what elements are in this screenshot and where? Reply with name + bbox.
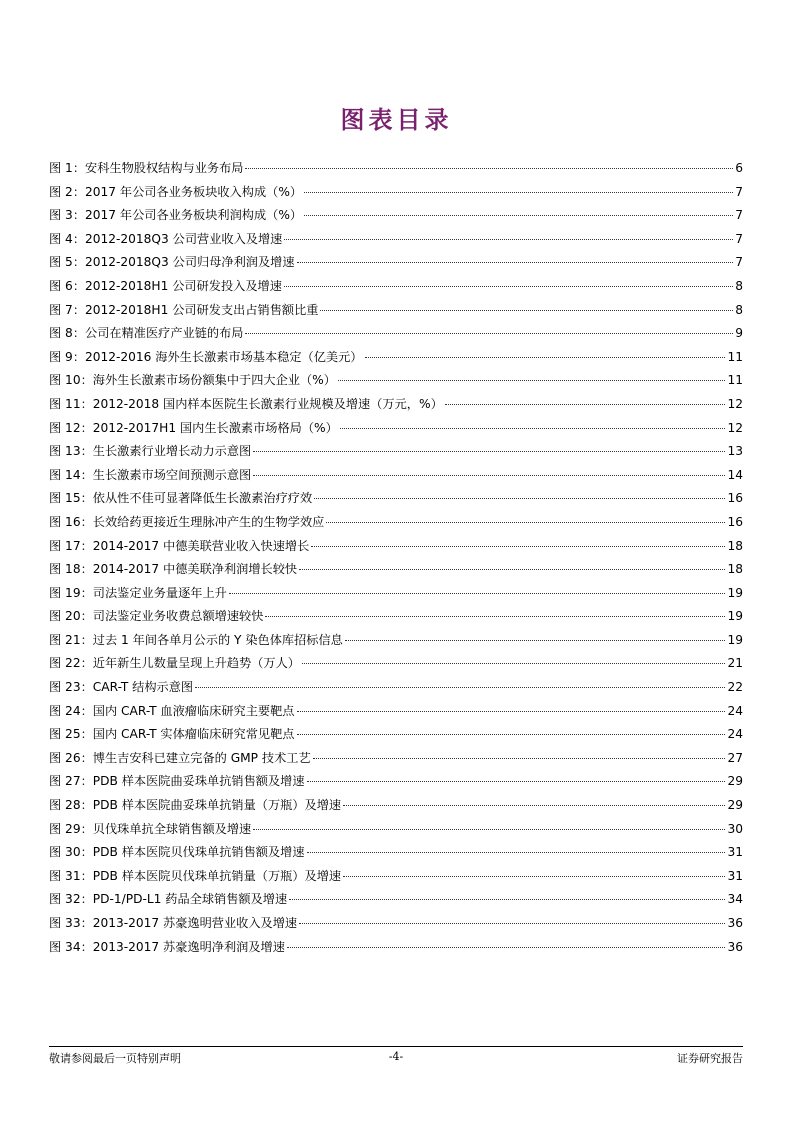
footer-divider xyxy=(49,1046,743,1047)
toc-dot-leader xyxy=(195,687,725,688)
toc-dot-leader xyxy=(338,380,726,381)
toc-entry-label: 图 29：贝伐珠单抗全球销售额及增速 xyxy=(49,821,252,836)
toc-dot-leader xyxy=(345,640,726,641)
toc-entry[interactable] xyxy=(49,228,743,252)
toc-dot-leader xyxy=(313,758,726,759)
toc-entry-page: 36 xyxy=(727,916,743,930)
toc-entry-page: 34 xyxy=(727,892,743,907)
toc-entry-label: 图 31：PDB 样本医院贝伐珠单抗销量（万瓶）及增速 xyxy=(49,868,342,883)
toc-dot-leader xyxy=(299,569,725,570)
toc-entry[interactable] xyxy=(49,936,743,960)
toc-dot-leader xyxy=(297,262,734,263)
toc-entry-page: 7 xyxy=(735,184,743,199)
toc-entry[interactable] xyxy=(49,275,743,299)
table-of-figures xyxy=(49,157,743,959)
toc-entry-label: 图 21：过去 1 年间各单月公示的 Y 染色体库招标信息 xyxy=(49,632,343,647)
toc-entry[interactable] xyxy=(49,393,743,417)
toc-dot-leader xyxy=(302,663,726,664)
toc-entry-label: 图 23：CAR-T 结构示意图 xyxy=(49,680,194,695)
toc-entry-page: 13 xyxy=(727,444,743,459)
toc-entry-label: 图 26：博生吉安科已建立完备的 GMP 技术工艺 xyxy=(49,750,311,765)
toc-dot-leader xyxy=(253,829,725,830)
toc-entry[interactable] xyxy=(49,535,743,559)
toc-entry-label: 图 25：国内 CAR-T 实体瘤临床研究常见靶点 xyxy=(49,727,295,742)
toc-entry-page: 8 xyxy=(735,302,743,317)
toc-entry-label: 图 30：PDB 样本医院贝伐珠单抗销售额及增速 xyxy=(49,845,305,860)
toc-dot-leader xyxy=(245,333,733,334)
page-number: -4- xyxy=(388,1050,404,1063)
toc-dot-leader xyxy=(307,781,726,782)
toc-entry[interactable] xyxy=(49,865,743,889)
toc-dot-leader xyxy=(304,215,733,216)
toc-entry[interactable] xyxy=(49,157,743,181)
toc-entry[interactable] xyxy=(49,841,743,865)
toc-entry-page: 14 xyxy=(727,467,743,482)
toc-entry[interactable] xyxy=(49,181,743,205)
toc-entry[interactable] xyxy=(49,346,743,370)
toc-dot-leader xyxy=(284,286,733,287)
toc-entry[interactable] xyxy=(49,747,743,771)
toc-dot-leader xyxy=(365,357,726,358)
toc-entry[interactable] xyxy=(49,204,743,228)
toc-entry[interactable] xyxy=(49,676,743,700)
toc-entry-page: 19 xyxy=(727,585,743,600)
toc-dot-leader xyxy=(343,805,725,806)
toc-entry-page: 7 xyxy=(735,231,743,246)
toc-entry-label: 图 17：2014-2017 中德美联营业收入快速增长 xyxy=(49,538,310,553)
toc-dot-leader xyxy=(297,734,726,735)
toc-dot-leader xyxy=(343,876,725,877)
toc-entry-page: 19 xyxy=(727,632,743,647)
toc-entry-label: 图 4：2012-2018Q3 公司营业收入及增速 xyxy=(49,231,283,246)
toc-entry-page: 19 xyxy=(727,609,743,624)
toc-entry-page: 24 xyxy=(727,727,743,742)
toc-entry-label: 图 34：2013-2017 苏豪逸明净利润及增速 xyxy=(49,939,285,954)
toc-dot-leader xyxy=(311,546,725,547)
toc-entry[interactable] xyxy=(49,818,743,842)
toc-entry-label: 图 1：安科生物股权结构与业务布局 xyxy=(49,161,244,175)
toc-entry[interactable] xyxy=(49,511,743,535)
footer-report-type: 证券研究报告 xyxy=(677,1052,743,1065)
toc-entry[interactable] xyxy=(49,558,743,582)
toc-entry-page: 7 xyxy=(735,255,743,270)
toc-dot-leader xyxy=(320,310,733,311)
toc-entry-label: 图 19：司法鉴定业务量逐年上升 xyxy=(49,585,227,600)
toc-entry-page: 18 xyxy=(727,562,743,577)
toc-entry-page: 27 xyxy=(727,750,743,765)
toc-entry-page: 31 xyxy=(727,845,743,860)
toc-entry[interactable] xyxy=(49,322,743,346)
toc-entry-label: 图 3：2017 年公司各业务板块利润构成（%） xyxy=(49,208,303,223)
toc-entry[interactable] xyxy=(49,582,743,606)
toc-entry[interactable] xyxy=(49,700,743,724)
toc-entry-page: 24 xyxy=(727,703,743,718)
toc-entry-label: 图 20：司法鉴定业务收费总额增速较快 xyxy=(49,609,264,624)
toc-entry[interactable] xyxy=(49,723,743,747)
toc-entry-page: 8 xyxy=(735,278,743,293)
toc-dot-leader xyxy=(289,899,725,900)
toc-entry[interactable] xyxy=(49,369,743,393)
toc-dot-leader xyxy=(326,522,725,523)
toc-entry-label: 图 8：公司在精准医疗产业链的布局 xyxy=(49,326,244,341)
toc-dot-leader xyxy=(307,852,726,853)
toc-entry-label: 图 27：PDB 样本医院曲妥珠单抗销售额及增速 xyxy=(49,774,305,789)
toc-entry-page: 29 xyxy=(727,798,743,813)
toc-entry-page: 7 xyxy=(735,208,743,223)
toc-entry[interactable] xyxy=(49,888,743,912)
toc-dot-leader xyxy=(284,239,733,240)
toc-entry-label: 图 6：2012-2018H1 公司研发投入及增速 xyxy=(49,278,282,293)
toc-entry-label: 图 9：2012-2016 海外生长激素市场基本稳定（亿美元） xyxy=(49,349,363,364)
toc-entry-label: 图 32：PD-1/PD-L1 药品全球销售额及增速 xyxy=(49,892,288,907)
toc-entry-page: 12 xyxy=(727,396,743,411)
toc-entry-label: 图 18：2014-2017 中德美联净利润增长较快 xyxy=(49,562,298,577)
toc-entry-label: 图 10：海外生长激素市场份额集中于四大企业（%） xyxy=(49,373,336,388)
toc-entry[interactable] xyxy=(49,605,743,629)
toc-entry-page: 21 xyxy=(727,656,743,671)
toc-entry-page: 11 xyxy=(727,349,743,364)
toc-dot-leader xyxy=(304,192,733,193)
toc-entry-label: 图 33：2013-2017 苏豪逸明营业收入及增速 xyxy=(49,916,298,930)
toc-entry-label: 图 16：长效给药更接近生理脉冲产生的生物学效应 xyxy=(49,514,325,529)
toc-entry-page: 18 xyxy=(727,538,743,553)
toc-entry[interactable] xyxy=(49,464,743,488)
toc-entry[interactable] xyxy=(49,912,743,936)
toc-dot-leader xyxy=(340,428,726,429)
toc-entry-page: 31 xyxy=(727,868,743,883)
toc-entry[interactable] xyxy=(49,629,743,653)
toc-dot-leader xyxy=(297,711,726,712)
toc-entry-page: 30 xyxy=(727,821,743,836)
toc-entry-page: 16 xyxy=(727,491,743,506)
toc-entry-label: 图 11：2012-2018 国内样本医院生长激素行业规模及增速（万元，%） xyxy=(49,396,443,411)
toc-entry-label: 图 15：依从性不佳可显著降低生长激素治疗疗效 xyxy=(49,491,313,506)
toc-dot-leader xyxy=(287,947,726,948)
toc-entry-page: 11 xyxy=(727,373,743,388)
toc-entry[interactable] xyxy=(49,417,743,441)
toc-entry[interactable] xyxy=(49,487,743,511)
toc-dot-leader xyxy=(229,593,726,594)
toc-entry[interactable] xyxy=(49,794,743,818)
toc-dot-leader xyxy=(253,451,725,452)
toc-entry-label: 图 12：2012-2017H1 国内生长激素市场格局（%） xyxy=(49,420,338,435)
toc-entry-page: 22 xyxy=(727,680,743,695)
toc-entry-label: 图 13：生长激素行业增长动力示意图 xyxy=(49,444,252,459)
toc-entry-label: 图 5：2012-2018Q3 公司归母净利润及增速 xyxy=(49,255,295,270)
toc-dot-leader xyxy=(253,475,725,476)
toc-entry[interactable] xyxy=(49,251,743,275)
page-title: 图表目录 xyxy=(340,105,453,134)
toc-entry[interactable] xyxy=(49,440,743,464)
toc-entry-page: 16 xyxy=(727,514,743,529)
toc-entry-page: 29 xyxy=(727,774,743,789)
toc-entry-label: 图 28：PDB 样本医院曲妥珠单抗销量（万瓶）及增速 xyxy=(49,798,342,813)
toc-entry-page: 9 xyxy=(735,326,743,341)
toc-dot-leader xyxy=(445,404,726,405)
page-footer xyxy=(49,1050,743,1066)
toc-entry-page: 6 xyxy=(735,161,743,175)
toc-dot-leader xyxy=(245,168,733,169)
toc-entry-label: 图 14：生长激素市场空间预测示意图 xyxy=(49,467,252,482)
toc-entry-label: 图 22：近年新生儿数量呈现上升趋势（万人） xyxy=(49,656,300,671)
toc-entry-page: 12 xyxy=(727,420,743,435)
toc-entry[interactable] xyxy=(49,652,743,676)
toc-entry-label: 图 2：2017 年公司各业务板块收入构成（%） xyxy=(49,184,303,199)
toc-entry-label: 图 24：国内 CAR-T 血液瘤临床研究主要靶点 xyxy=(49,703,295,718)
toc-dot-leader xyxy=(299,923,725,924)
footer-disclaimer: 敬请参阅最后一页特别声明 xyxy=(49,1052,181,1065)
toc-dot-leader xyxy=(314,498,725,499)
toc-entry-page: 36 xyxy=(727,939,743,954)
toc-dot-leader xyxy=(265,616,725,617)
toc-entry[interactable] xyxy=(49,770,743,794)
toc-entry-label: 图 7：2012-2018H1 公司研发支出占销售额比重 xyxy=(49,302,319,317)
toc-entry[interactable] xyxy=(49,299,743,323)
